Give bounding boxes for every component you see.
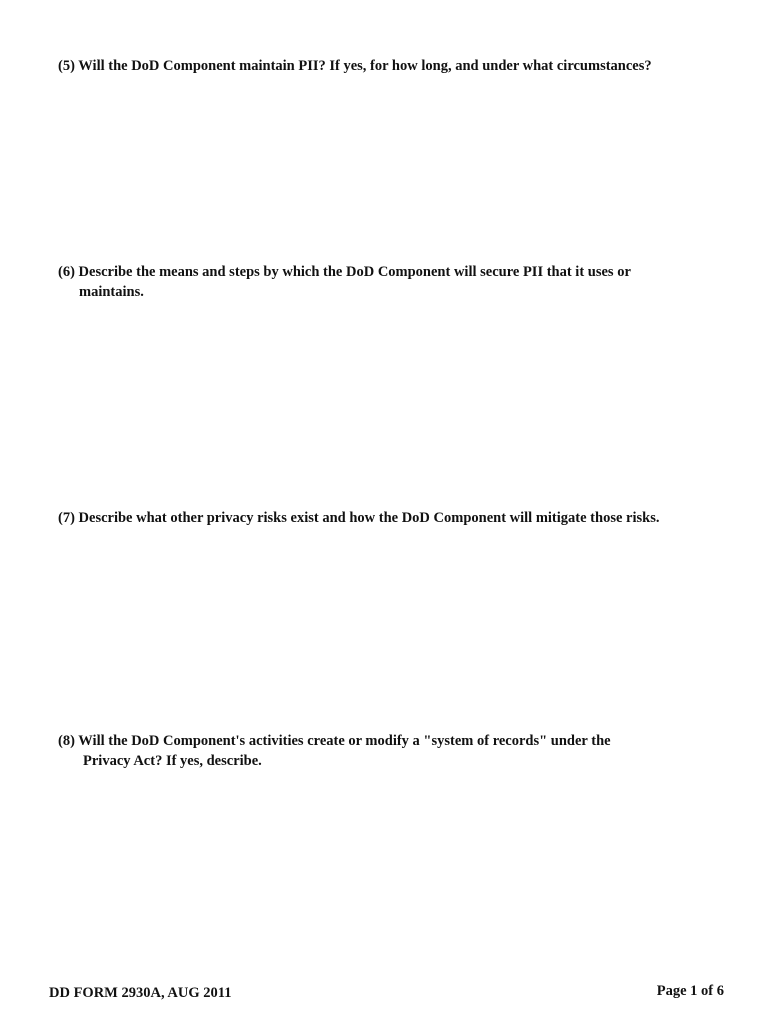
question-text: Will the DoD Component's activities create or modify a "system of records" under the: [78, 733, 611, 749]
answer-area-8[interactable]: [58, 780, 738, 970]
page-number: Page 1 of 6: [656, 983, 724, 999]
answer-area-5[interactable]: [58, 84, 738, 254]
question-number: (6): [58, 264, 75, 280]
question-text-continued: maintains.: [79, 284, 144, 300]
question-text: Describe what other privacy risks exist and how the DoD Component will mitigate those risks.: [78, 510, 660, 526]
question-5: [58, 56, 758, 76]
question-number: (5): [58, 58, 75, 74]
answer-area-6[interactable]: [58, 310, 738, 500]
question-text-continued: Privacy Act? If yes, describe.: [83, 753, 262, 769]
question-number: (7): [58, 510, 75, 526]
question-text: Describe the means and steps by which the DoD Component will secure PII that it uses or: [78, 264, 631, 280]
answer-area-7[interactable]: [58, 536, 738, 721]
question-text: Will the DoD Component maintain PII? If yes, for how long, and under what circumstances?: [78, 58, 652, 74]
question-7: [58, 508, 758, 528]
question-number: (8): [58, 733, 75, 749]
question-8: [58, 731, 758, 771]
question-6: [58, 262, 758, 302]
form-identifier: DD FORM 2930A, AUG 2011: [49, 985, 232, 1001]
